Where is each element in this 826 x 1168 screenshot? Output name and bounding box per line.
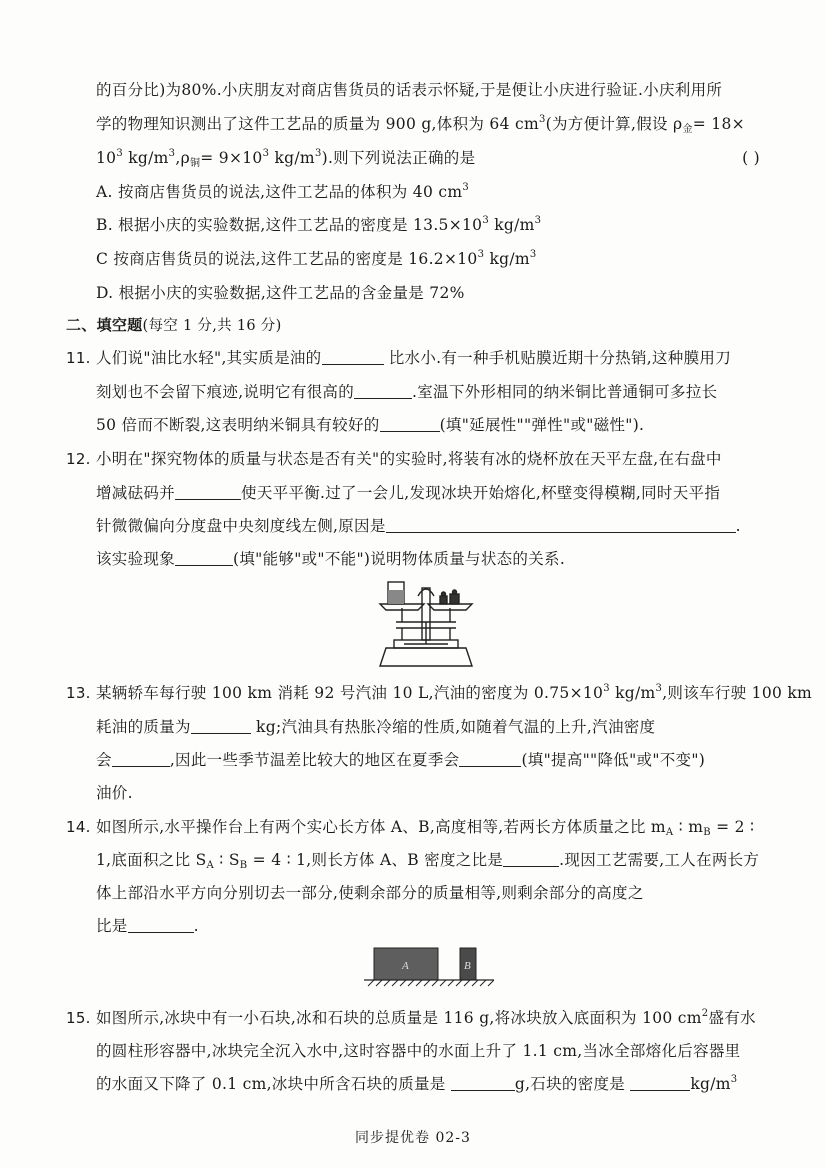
q12-blank-3[interactable] bbox=[175, 549, 233, 566]
q15-blank-2[interactable] bbox=[630, 1074, 690, 1091]
q12-blank-2[interactable] bbox=[386, 516, 736, 533]
q10-line2: 学的物理知识测出了这件工艺品的质量为 900 g,体积为 64 $cm^3$(为方便计算,假设 $\rho_金= 18\times$ bbox=[96, 114, 745, 135]
q13-blank-2[interactable] bbox=[112, 750, 170, 767]
q13-line2: 耗油的质量为 kg;汽油具有热胀冷缩的性质,如随着气温的上升,汽油密度 bbox=[96, 718, 656, 736]
q12-line4: 该实验现象 (填"能够"或"不能")说明物体质量与状态的关系. bbox=[96, 550, 566, 568]
q14-line1: 14. 如图所示,水平操作台上有两个实心长方体 A、B,高度相等,若两长方体质量之比 $m_A$ ∶ $m_B = 2$ ∶ bbox=[66, 818, 755, 838]
q14-blank-1[interactable] bbox=[503, 850, 559, 867]
q13-number: 13. bbox=[66, 684, 91, 702]
q12-line1: 12. 小明在"探究物体的质量与状态是否有关"的实验时,将装有冰的烧杯放在天平左盘,在右盘中 bbox=[66, 450, 722, 468]
q11-line2: 刻划也不会留下痕迹,说明它有很高的 .室温下外形相同的纳米铜比普通铜可多拉长 bbox=[96, 383, 718, 401]
q14-line2: 1,底面积之比 $S_A$ ∶ $S_B = 4$ ∶ 1,则长方体 A、B 密度之比是 .现因工艺需要,工人在两长方 bbox=[96, 851, 760, 871]
q13-line4: 油价. bbox=[96, 784, 133, 802]
q12-line3: 针微微偏向分度盘中央刻度线左侧,原因是 . bbox=[96, 517, 741, 535]
q10-line3: $10^3$ $kg/m^3,\rho_铜= 9\times 10^3$ $kg/m^3$).则下列说法正确的是 ( ) bbox=[96, 148, 760, 169]
q11-blank-1[interactable] bbox=[322, 348, 384, 365]
answer-paren: ( ) bbox=[742, 149, 760, 167]
q15-number: 15. bbox=[66, 1009, 91, 1027]
q15-line1: 15. 如图所示,冰块中有一小石块,冰和石块的总质量是 116 g,将冰块放入底面积为 100 $cm^2$盛有水 bbox=[66, 1008, 756, 1027]
q12-line2: 增减砝码并 使天平平衡.过了一会儿,发现冰块开始熔化,杯壁变得模糊,同时天平指 bbox=[96, 484, 721, 502]
q13-line3: 会 ,因此一些季节温差比较大的地区在夏季会 (填"提高""降低"或"不变") bbox=[96, 751, 706, 769]
q14-number: 14. bbox=[66, 818, 91, 836]
balance-scale-figure bbox=[374, 578, 478, 670]
q10-option-a[interactable]: A. 按商店售货员的说法,这件工艺品的体积为 40 $cm^3$ bbox=[96, 182, 470, 201]
q10-option-d[interactable]: D. 根据小庆的实验数据,这件工艺品的含金量是 72% bbox=[96, 284, 465, 302]
q10-line1: 的百分比)为80%.小庆朋友对商店售货员的话表示怀疑,于是便让小庆进行验证.小庆利用所 bbox=[96, 81, 723, 99]
block-b-label: B bbox=[464, 960, 471, 972]
q11-blank-2[interactable] bbox=[354, 382, 412, 399]
q14-line4: 比是 . bbox=[96, 917, 199, 935]
q11-number: 11. bbox=[66, 349, 91, 367]
q11-blank-3[interactable] bbox=[380, 415, 440, 432]
q10-option-c[interactable]: C 按商店售货员的说法,这件工艺品的密度是 $16.2\times 10^3$ $kg/m^3$ bbox=[96, 249, 537, 268]
q15-blank-1[interactable] bbox=[451, 1074, 515, 1091]
q13-blank-3[interactable] bbox=[459, 750, 521, 767]
q14-line3: 体上部沿水平方向分别切去一部分,使剩余部分的质量相等,则剩余部分的高度之 bbox=[96, 884, 644, 902]
q14-blank-2[interactable] bbox=[128, 916, 194, 933]
q12-blank-1[interactable] bbox=[175, 483, 241, 500]
q11-line1: 11. 人们说"油比水轻",其实质是油的 比水小.有一种手机贴膜近期十分热销,这种膜用刀 bbox=[66, 349, 731, 367]
blocks-figure bbox=[364, 942, 494, 992]
q12-number: 12. bbox=[66, 450, 91, 468]
q13-line1: 13. 某辆轿车每行驶 100 km 消耗 92 号汽油 10 L,汽油的密度为 $0.75\times 10^3$ $kg/m^3$,则该车行驶 100 km bbox=[66, 683, 813, 702]
q10-option-b[interactable]: B. 根据小庆的实验数据,这件工艺品的密度是 $13.5\times 10^3$ $kg/m^3$ bbox=[96, 215, 542, 234]
page-footer: 同步提优卷 02-3 bbox=[355, 1130, 471, 1146]
q13-blank-1[interactable] bbox=[191, 717, 251, 734]
q11-line3: 50 倍而不断裂,这表明纳米铜具有较好的 (填"延展性""弹性"或"磁性"). bbox=[96, 416, 645, 434]
q15-line2: 的圆柱形容器中,冰块完全沉入水中,这时容器中的水面上升了 1.1 cm,当冰全部熔化后容器里 bbox=[96, 1042, 741, 1060]
q15-line3: 的水面又下降了 0.1 cm,冰块中所含石块的质量是 g,石块的密度是 $kg/m^3$ bbox=[96, 1074, 738, 1093]
section-heading: 二、填空题(每空 1 分,共 16 分) bbox=[66, 316, 282, 334]
block-a-label: A bbox=[402, 960, 409, 972]
